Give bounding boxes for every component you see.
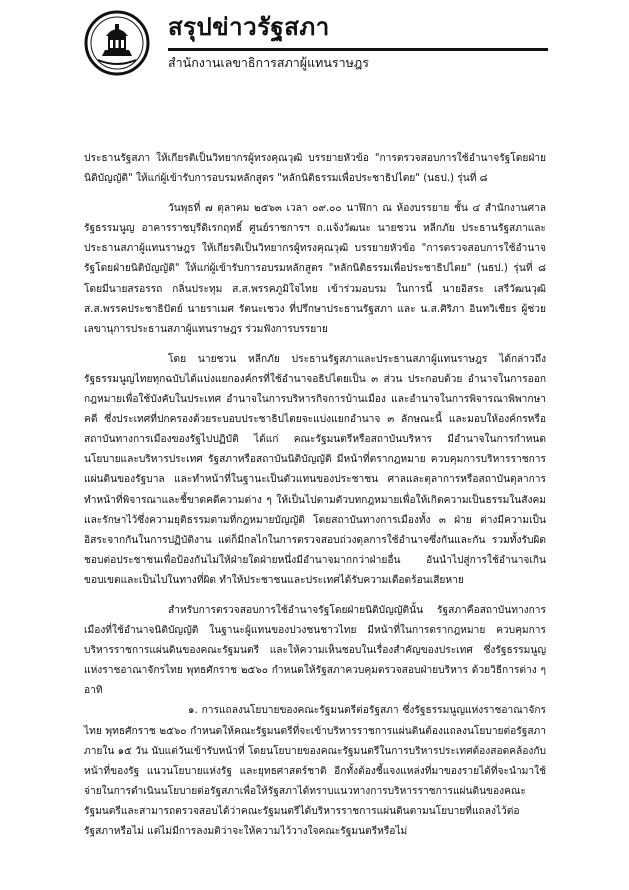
paragraph-2: โดย นายชวน หลีกภัย ประธานรัฐสภาและประธานสภาผู้แทนราษฎร ได้กล่าวถึงรัฐธรรมนูญไทยทุกฉบับได้แบ่งแยกองค์กรที่ใช้อำนาจอธิปไตยเป็น ๓ ส่วน ประกอบด้วย อำนาจในการออกกฎหมายเพื่อใช้บังคับในประเทศ อำนาจในการบริหารกิจการบ้านเมือง และอำนาจในการพิจารณาพิพากษาคดี ซึ่งประเทศที่ปกครองด้วยระบอบประชาธิปไตยจะแบ่งแยกอำนาจ ๓ ลักษณะนี้ และมอบให้องค์กรหรือสถาบันทางการเมืองของรัฐไปปฏิบัติ ได้แก่ คณะรัฐมนตรีหรือสถาบันบริหาร มีอำนาจในการกำหนดนโยบายและบริหารประเทศ รัฐสภาหรือสถาบันนิติบัญญัติ มีหน้าที่ตรากฎหมาย ควบคุมการบริหารราชการแผ่นดินของรัฐบาล และทำหน้าที่ในฐานะเป็นตัวแทนของประชาชน ศาลและตุลาการหรือสถาบันตุลาการ ทำหน้าที่พิจารณาและชี้ขาดคดีความต่าง ๆ ให้เป็นไปตามตัวบทกฎหมายเพื่อให้เกิดความเป็นธรรมในสังคมและรักษาไว้ซึ่งความยุติธรรมตามที่กฎหมายบัญญัติ โดยสถาบันทางการเมืองทั้ง ๓ ฝ่าย ต่างมีความเป็นอิสระจากกันในการปฏิบัติงาน แต่ก็มีกลไกในการตรวจสอบถ่วงดุลการใช้อำนาจซึ่งกันและกัน รวมทั้งรับผิดชอบต่อประชาชนเพื่อป้องกันไม่ให้ฝ่ายใดฝ่ายหนึ่งมีอำนาจมากกว่าฝ่ายอื่น อันนำไปสู่การใช้อำนาจเกินขอบเขตและเป็นไปในทางที่ผิด ทำให้ประชาชนและประเทศได้รับความเดือดร้อนเสียหาย	[84, 353, 546, 586]
page-header	[84, 8, 544, 78]
paragraph-3: สำหรับการตรวจสอบการใช้อำนาจรัฐโดยฝ่ายนิติบัญญัตินั้น รัฐสภาคือสถาบันทางการเมืองที่ใช้อำนาจนิติบัญญัติ ในฐานะผู้แทนของปวงชนชาวไทย มีหน้าที่ในการตรากฎหมาย ควบคุมการบริหารราชการแผ่นดินของคณะรัฐมนตรี และให้ความเห็นชอบในเรื่องสำคัญของประเทศ ซึ่งรัฐธรรมนูญแห่งราชอาณาจักรไทย พุทธศักราช ๒๕๖๐ กำหนดให้รัฐสภาควบคุมตรวจสอบฝ่ายบริหาร ด้วยวิธีการต่าง ๆ อาทิ	[84, 604, 546, 697]
parliament-emblem-icon	[84, 10, 150, 76]
header-divider	[168, 48, 548, 51]
paragraph-1: วันพุธที่ ๗ ตุลาคม ๒๕๖๓ เวลา ๐๙.๐๐ นาฬิกา ณ ห้องบรรยาย ชั้น ๔ สำนักงานศาลรัฐธรรมนูญ อาคารราชบุรีดิเรกฤทธิ์ ศูนย์ราชการฯ ถ.แจ้งวัฒนะ นายชวน หลีกภัย ประธานรัฐสภาและประธานสภาผู้แทนราษฎร ให้เกียรติเป็นวิทยากรผู้ทรงคุณวุฒิ บรรยายหัวข้อ "การตรวจสอบการใช้อำนาจรัฐโดยฝ่ายนิติบัญญัติ" ให้แก่ผู้เข้ารับการอบรมหลักสูตร "หลักนิติธรรมเพื่อประชาธิปไตย" (นธป.) รุ่นที่ ๘ โดยมีนายสรอรรถ กลิ่นประทุม ส.ส.พรรคภูมิใจไทย เข้าร่วมอบรม ในการนี้ นายอิสระ เสรีวัฒนวุฒิ ส.ส.พรรคประชาธิปัตย์ นายราเมศ รัตนะเชวง ที่ปรึกษาประธานรัฐสภา และ น.ส.ศิริภา อินทวิเชียร ผู้ช่วยเลขานุการประธานสภาผู้แทนราษฎร ร่วมฟังการบรรยาย	[84, 203, 546, 335]
spacer	[84, 340, 546, 350]
publication-subtitle: สำนักงานเลขาธิการสภาผู้แทนราษฎร	[168, 55, 369, 70]
article-body	[84, 149, 546, 842]
spacer	[84, 189, 546, 199]
paragraph-4: ๑. การแถลงนโยบายของคณะรัฐมนตรีต่อรัฐสภา ซึ่งรัฐธรรมนูญแห่งราชอาณาจักรไทย พุทธศักราช ๒๕๖๐ กำหนดให้คณะรัฐมนตรีที่จะเข้าบริหารราชการแผ่นดินต้องแถลงนโยบายต่อรัฐสภาภายใน ๑๕ วัน นับแต่วันเข้ารับหน้าที่ โดยนโยบายของคณะรัฐมนตรีในการบริหารประเทศต้องสอดคล้องกับหน้าที่ของรัฐ แนวนโยบายแห่งรัฐ และยุทธศาสตร์ชาติ อีกทั้งต้องชี้แจงแหล่งที่มาของรายได้ที่จะนำมาใช้จ่ายในการดำเนินนโยบายต่อรัฐสภาเพื่อให้รัฐสภาได้ทราบแนวทางการบริหารราชการแผ่นดินของคณะรัฐมนตรีและสามารถตรวจสอบได้ว่าคณะรัฐมนตรีได้บริหารราชการแผ่นดินตามนโยบายที่แถลงไว้ต่อรัฐสภาหรือไม่ แต่ไม่มีการลงมติว่าจะให้ความไว้วางใจคณะรัฐมนตรีหรือไม่	[84, 705, 546, 837]
headline: ประธานรัฐสภา ให้เกียรติเป็นวิทยากรผู้ทรงคุณวุฒิ บรรยายหัวข้อ "การตรวจสอบการใช้อำนาจรัฐโดยฝ่ายนิติบัญญัติ" ให้แก่ผู้เข้ารับการอบรมหลักสูตร "หลักนิติธรรมเพื่อประชาธิปไตย" (นธป.) รุ่นที่ ๘	[84, 153, 546, 185]
publication-title: สรุปข่าวรัฐสภา	[168, 13, 330, 41]
spacer	[84, 591, 546, 601]
